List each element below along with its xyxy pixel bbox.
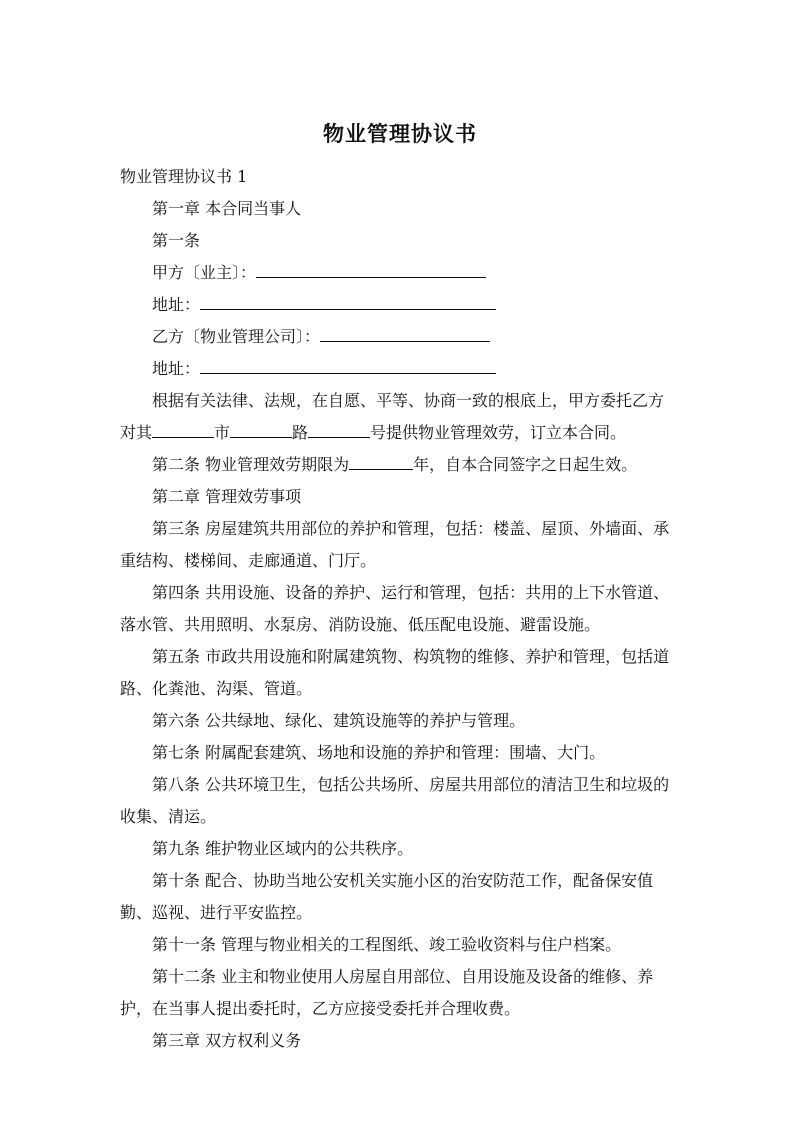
- chapter-3-heading: 第三章 双方权利义务: [152, 1031, 302, 1050]
- document-title: 物业管理协议书: [323, 121, 477, 146]
- address-2-blank: [200, 359, 496, 374]
- address-2-label: 地址：: [152, 359, 201, 378]
- term-years-blank: [349, 455, 413, 470]
- party-b-label: 乙方〔物业管理公司〕：: [152, 327, 321, 346]
- article-5-line-1: 第五条 市政共用设施和附属建筑物、构筑物的维修、养护和管理，包括道: [152, 647, 670, 666]
- para1-text-c: 路: [292, 423, 309, 442]
- city-blank: [152, 423, 214, 438]
- road-blank: [230, 423, 292, 438]
- party-b-blank: [320, 327, 490, 342]
- paragraph-1-line-2: [120, 422, 626, 444]
- document-subtitle: 物业管理协议书 1: [120, 167, 248, 186]
- article-5-line-2: 路、化粪池、沟渠、管道。: [120, 679, 313, 698]
- article-3-line-2: 重结构、楼梯间、走廊通道、门厅。: [120, 551, 377, 570]
- party-a-blank: [256, 263, 486, 278]
- article-9: 第九条 维护物业区域内的公共秩序。: [152, 839, 414, 858]
- article-12-line-1: 第十二条 业主和物业使用人房屋自用部位、自用设施及设备的维修、养: [152, 967, 654, 986]
- address-1-blank: [200, 295, 496, 310]
- article-8-line-1: 第八条 公共环境卫生，包括公共场所、房屋共用部位的清洁卫生和垃圾的: [152, 775, 670, 794]
- article-6: 第六条 公共绿地、绿化、建筑设施等的养护与管理。: [152, 711, 526, 730]
- article-7: 第七条 附属配套建筑、场地和设施的养护和管理：围墙、大门。: [152, 743, 606, 762]
- address-1-row: [152, 294, 496, 316]
- article-10-line-1: 第十条 配合、协助当地公安机关实施小区的治安防范工作，配备保安值: [152, 871, 654, 890]
- para1-text-b: 市: [214, 423, 231, 442]
- para1-text-d: 号提供物业管理效劳，订立本合同。: [370, 423, 627, 442]
- article-1-heading: 第一条: [152, 231, 201, 250]
- para1-text-a: 对其: [120, 423, 153, 442]
- party-a-row: [152, 262, 486, 284]
- paragraph-1-line-1: 根据有关法律、法规，在自愿、平等、协商一致的根底上，甲方委托乙方: [152, 391, 665, 410]
- article-2-text-a: 第二条 物业管理效劳期限为: [152, 455, 350, 474]
- address-1-label: 地址：: [152, 295, 201, 314]
- article-4-line-1: 第四条 共用设施、设备的养护、运行和管理，包括：共用的上下水管道、: [152, 583, 670, 602]
- article-4-line-2: 落水管、共用照明、水泵房、消防设施、低压配电设施、避雷设施。: [120, 615, 601, 634]
- article-2: [152, 454, 637, 476]
- article-10-line-2: 勤、巡视、进行平安监控。: [120, 903, 313, 922]
- party-a-label: 甲方〔业主〕：: [152, 263, 257, 282]
- number-blank: [308, 423, 370, 438]
- article-12-line-2: 护，在当事人提出委托时，乙方应接受委托并合理收费。: [120, 999, 521, 1018]
- address-2-row: [152, 358, 496, 380]
- party-b-row: [152, 326, 490, 348]
- chapter-2-heading: 第二章 管理效劳事项: [152, 487, 302, 506]
- article-8-line-2: 收集、清运。: [120, 807, 217, 826]
- article-11: 第十一条 管理与物业相关的工程图纸、竣工验收资料与住户档案。: [152, 935, 622, 954]
- article-2-text-b: 年，自本合同签字之日起生效。: [413, 455, 638, 474]
- article-3-line-1: 第三条 房屋建筑共用部位的养护和管理，包括：楼盖、屋顶、外墙面、承: [152, 519, 670, 538]
- chapter-1-heading: 第一章 本合同当事人: [152, 199, 302, 218]
